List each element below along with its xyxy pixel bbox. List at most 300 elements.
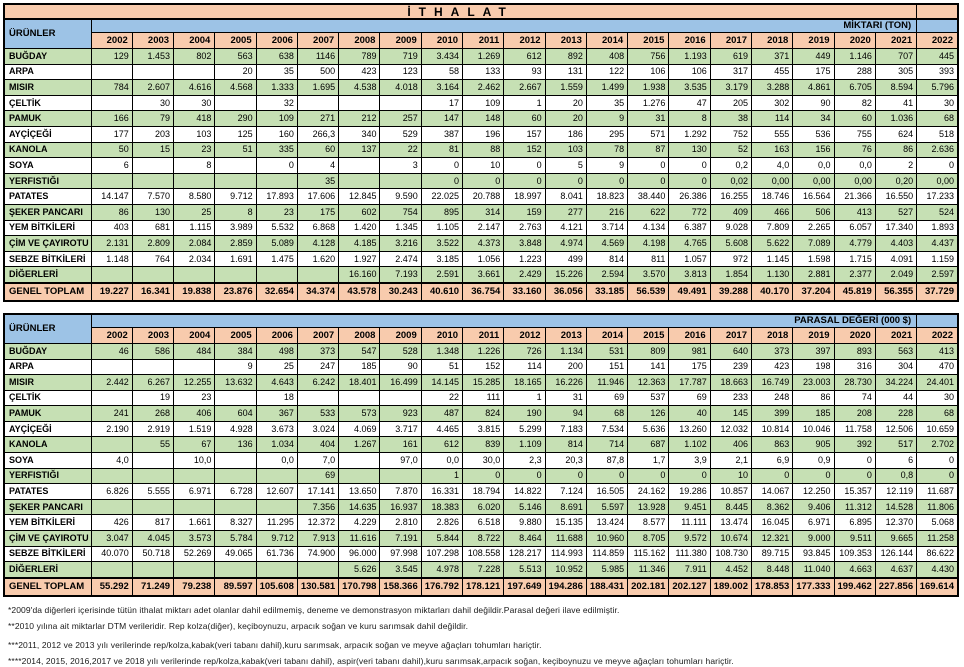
year-header: 2019 bbox=[793, 33, 834, 49]
value-cell: 288 bbox=[834, 64, 875, 80]
table-row bbox=[4, 406, 958, 422]
value-cell: 24.401 bbox=[917, 375, 958, 391]
value-cell: 69 bbox=[297, 468, 338, 484]
value-cell bbox=[297, 390, 338, 406]
value-cell: 18.997 bbox=[504, 189, 545, 205]
value-cell: 9.712 bbox=[256, 531, 297, 547]
value-cell: 17.141 bbox=[297, 484, 338, 500]
value-cell: 87 bbox=[628, 142, 669, 158]
value-cell: 133 bbox=[463, 64, 504, 80]
grand-total-value-cell: 169.614 bbox=[917, 578, 958, 596]
table-row bbox=[4, 546, 958, 562]
value-cell: 20 bbox=[545, 111, 586, 127]
value-cell bbox=[132, 468, 173, 484]
value-cell: 4.045 bbox=[132, 531, 173, 547]
value-cell: 4.229 bbox=[339, 515, 380, 531]
value-cell: 1.269 bbox=[463, 49, 504, 65]
year-header: 2009 bbox=[380, 327, 421, 343]
table-row bbox=[4, 359, 958, 375]
value-cell: 11.040 bbox=[793, 562, 834, 578]
grand-total-value-cell: 105.608 bbox=[256, 578, 297, 596]
value-cell bbox=[174, 499, 215, 515]
value-cell: 34 bbox=[793, 111, 834, 127]
value-cell: 130 bbox=[669, 142, 710, 158]
value-cell: 1.691 bbox=[215, 251, 256, 267]
value-cell: 1 bbox=[421, 468, 462, 484]
value-cell bbox=[215, 158, 256, 174]
value-cell: 145 bbox=[710, 406, 751, 422]
value-cell: 5 bbox=[545, 158, 586, 174]
value-cell: 4.437 bbox=[917, 236, 958, 252]
value-cell: 4.091 bbox=[875, 251, 916, 267]
value-cell: 8.705 bbox=[628, 531, 669, 547]
value-cell: 2.265 bbox=[793, 220, 834, 236]
value-cell: 1 bbox=[504, 95, 545, 111]
value-cell: 8.041 bbox=[545, 189, 586, 205]
value-cell: 40 bbox=[669, 406, 710, 422]
value-cell: 1.348 bbox=[421, 343, 462, 359]
table-row bbox=[4, 204, 958, 220]
value-cell bbox=[215, 562, 256, 578]
value-cell: 87,8 bbox=[586, 453, 627, 469]
grand-total-value-cell: 23.876 bbox=[215, 283, 256, 301]
value-cell: 10.814 bbox=[752, 421, 793, 437]
value-cell: 839 bbox=[463, 437, 504, 453]
value-cell: 404 bbox=[297, 437, 338, 453]
page-title: İTHALAT bbox=[4, 4, 917, 19]
grand-total-value-cell: 71.249 bbox=[132, 578, 173, 596]
value-cell: 4.121 bbox=[545, 220, 586, 236]
grand-total-label: GENEL TOPLAM bbox=[4, 578, 91, 596]
value-cell: 571 bbox=[628, 126, 669, 142]
value-cell: 392 bbox=[834, 437, 875, 453]
value-cell: 26.386 bbox=[669, 189, 710, 205]
value-cell bbox=[215, 468, 256, 484]
value-cell bbox=[91, 359, 132, 375]
value-cell: 151 bbox=[586, 359, 627, 375]
value-cell: 0,00 bbox=[917, 173, 958, 189]
value-cell: 20 bbox=[545, 95, 586, 111]
footnote-3: ***2011, 2012 ve 2013 yılı verilerinde rep/kolza,kabak(veri tabanı dahil),kuru sarımsak, arpacık soğan ve meyve ağaçları tohumları hariçtir. bbox=[8, 640, 542, 651]
value-cell: 5.146 bbox=[504, 499, 545, 515]
value-cell: 4.974 bbox=[545, 236, 586, 252]
value-cell: 12.321 bbox=[752, 531, 793, 547]
value-cell: 4.616 bbox=[174, 80, 215, 96]
value-cell: 212 bbox=[339, 111, 380, 127]
value-cell bbox=[339, 95, 380, 111]
value-cell: 555 bbox=[752, 126, 793, 142]
year-header: 2007 bbox=[297, 327, 338, 343]
value-cell bbox=[91, 267, 132, 283]
value-cell: 0,0 bbox=[793, 158, 834, 174]
value-cell: 2.190 bbox=[91, 421, 132, 437]
value-cell: 2.919 bbox=[132, 421, 173, 437]
grand-total-value-cell: 202.181 bbox=[628, 578, 669, 596]
value-cell: 14.147 bbox=[91, 189, 132, 205]
value-cell: 11.806 bbox=[917, 499, 958, 515]
value-cell: 0 bbox=[793, 468, 834, 484]
table-row bbox=[4, 267, 958, 283]
value-cell: 25 bbox=[174, 204, 215, 220]
value-cell: 25 bbox=[256, 359, 297, 375]
grand-total-value-cell: 56.355 bbox=[875, 283, 916, 301]
value-cell: 7.356 bbox=[297, 499, 338, 515]
value-table bbox=[3, 313, 959, 597]
value-cell: 125 bbox=[215, 126, 256, 142]
value-cell: 1.927 bbox=[339, 251, 380, 267]
value-cell: 18.383 bbox=[421, 499, 462, 515]
value-cell: 8.577 bbox=[628, 515, 669, 531]
value-cell: 622 bbox=[628, 204, 669, 220]
grand-total-value-cell: 45.819 bbox=[834, 283, 875, 301]
value-cell: 387 bbox=[421, 126, 462, 142]
table-row bbox=[4, 437, 958, 453]
value-cell: 205 bbox=[710, 95, 751, 111]
table-row bbox=[4, 126, 958, 142]
value-cell bbox=[256, 267, 297, 283]
value-cell: 9.028 bbox=[710, 220, 751, 236]
value-cell: 3.216 bbox=[380, 236, 421, 252]
products-column-header: ÜRÜNLER bbox=[4, 19, 91, 49]
value-cell: 106 bbox=[669, 64, 710, 80]
grand-total-value-cell: 227.856 bbox=[875, 578, 916, 596]
value-cell: 4 bbox=[297, 158, 338, 174]
year-header: 2012 bbox=[504, 33, 545, 49]
value-cell: 14.635 bbox=[339, 499, 380, 515]
value-cell: 114 bbox=[504, 359, 545, 375]
value-cell: 373 bbox=[752, 343, 793, 359]
value-cell: 529 bbox=[380, 126, 421, 142]
value-cell: 18.165 bbox=[504, 375, 545, 391]
product-name-cell: ÇELTİK bbox=[4, 390, 91, 406]
products-column-header: ÜRÜNLER bbox=[4, 314, 91, 344]
value-cell: 23 bbox=[256, 204, 297, 220]
value-cell: 152 bbox=[463, 359, 504, 375]
value-cell: 1.134 bbox=[545, 343, 586, 359]
value-cell: 8.362 bbox=[752, 499, 793, 515]
value-cell: 3.024 bbox=[297, 421, 338, 437]
value-cell: 0,2 bbox=[710, 158, 751, 174]
unit-spacer-cell bbox=[917, 19, 958, 33]
value-cell: 11.687 bbox=[917, 484, 958, 500]
value-cell: 23 bbox=[174, 142, 215, 158]
value-cell: 824 bbox=[463, 406, 504, 422]
value-cell: 21.366 bbox=[834, 189, 875, 205]
year-header: 2022 bbox=[917, 327, 958, 343]
value-cell: 0,00 bbox=[793, 173, 834, 189]
value-cell: 4.637 bbox=[875, 562, 916, 578]
value-cell: 96.000 bbox=[339, 546, 380, 562]
value-cell: 7.570 bbox=[132, 189, 173, 205]
value-cell: 498 bbox=[256, 343, 297, 359]
value-cell: 9.590 bbox=[380, 189, 421, 205]
value-cell bbox=[215, 173, 256, 189]
value-cell: 51 bbox=[421, 359, 462, 375]
value-cell: 3.434 bbox=[421, 49, 462, 65]
value-cell: 4.018 bbox=[380, 80, 421, 96]
value-cell: 7.193 bbox=[380, 267, 421, 283]
value-cell: 10.659 bbox=[917, 421, 958, 437]
value-cell bbox=[132, 359, 173, 375]
value-cell: 2.594 bbox=[586, 267, 627, 283]
product-name-cell: PATATES bbox=[4, 189, 91, 205]
value-cell: 972 bbox=[710, 251, 751, 267]
grand-total-value-cell: 40.610 bbox=[421, 283, 462, 301]
value-cell bbox=[380, 173, 421, 189]
grand-total-value-cell: 197.649 bbox=[504, 578, 545, 596]
value-cell: 11.111 bbox=[669, 515, 710, 531]
value-cell bbox=[380, 95, 421, 111]
value-cell: 418 bbox=[174, 111, 215, 127]
value-cell: 517 bbox=[875, 437, 916, 453]
value-cell: 111.380 bbox=[669, 546, 710, 562]
value-cell: 30,0 bbox=[463, 453, 504, 469]
value-cell: 6.242 bbox=[297, 375, 338, 391]
value-cell: 23.003 bbox=[793, 375, 834, 391]
value-cell: 6.895 bbox=[834, 515, 875, 531]
value-cell: 6.518 bbox=[463, 515, 504, 531]
value-cell: 524 bbox=[917, 204, 958, 220]
value-cell: 754 bbox=[380, 204, 421, 220]
value-cell: 136 bbox=[215, 437, 256, 453]
value-cell: 2.881 bbox=[793, 267, 834, 283]
product-name-cell: DİĞERLERİ bbox=[4, 267, 91, 283]
value-cell: 6 bbox=[91, 158, 132, 174]
value-cell: 5.608 bbox=[710, 236, 751, 252]
value-cell: 152 bbox=[504, 142, 545, 158]
value-cell: 130 bbox=[132, 204, 173, 220]
value-cell: 9 bbox=[586, 158, 627, 174]
value-cell: 923 bbox=[380, 406, 421, 422]
value-cell: 5.636 bbox=[628, 421, 669, 437]
value-cell: 403 bbox=[91, 220, 132, 236]
value-cell: 3,9 bbox=[669, 453, 710, 469]
product-name-cell: SOYA bbox=[4, 453, 91, 469]
grand-total-value-cell: 36.056 bbox=[545, 283, 586, 301]
product-name-cell: ARPA bbox=[4, 359, 91, 375]
year-header: 2022 bbox=[917, 33, 958, 49]
value-cell: 3.989 bbox=[215, 220, 256, 236]
value-cell: 15.226 bbox=[545, 267, 586, 283]
table-row bbox=[4, 453, 958, 469]
value-cell: 3.573 bbox=[174, 531, 215, 547]
value-cell: 271 bbox=[297, 111, 338, 127]
page bbox=[0, 3, 964, 667]
table-row bbox=[4, 158, 958, 174]
value-cell: 371 bbox=[752, 49, 793, 65]
year-header-row bbox=[4, 327, 958, 343]
year-header: 2018 bbox=[752, 33, 793, 49]
unit-spacer-cell bbox=[917, 314, 958, 328]
value-cell: 1.036 bbox=[875, 111, 916, 127]
value-cell: 484 bbox=[174, 343, 215, 359]
value-cell: 177 bbox=[91, 126, 132, 142]
value-cell: 166 bbox=[91, 111, 132, 127]
value-cell: 3.570 bbox=[628, 267, 669, 283]
value-cell: 18 bbox=[256, 390, 297, 406]
grand-total-value-cell: 30.243 bbox=[380, 283, 421, 301]
value-cell bbox=[91, 499, 132, 515]
value-cell: 8.464 bbox=[504, 531, 545, 547]
year-header: 2007 bbox=[297, 33, 338, 49]
table-row bbox=[4, 142, 958, 158]
grand-total-value-cell: 39.288 bbox=[710, 283, 751, 301]
value-cell: 9.406 bbox=[793, 499, 834, 515]
product-name-cell: DİĞERLERİ bbox=[4, 562, 91, 578]
value-cell: 34.224 bbox=[875, 375, 916, 391]
value-cell: 12.032 bbox=[710, 421, 751, 437]
value-cell: 52 bbox=[710, 142, 751, 158]
value-cell: 8 bbox=[669, 111, 710, 127]
value-cell: 638 bbox=[256, 49, 297, 65]
value-cell: 94 bbox=[545, 406, 586, 422]
value-cell: 2.591 bbox=[421, 267, 462, 283]
value-cell: 5.532 bbox=[256, 220, 297, 236]
value-cell bbox=[215, 499, 256, 515]
value-cell: 0 bbox=[628, 468, 669, 484]
grand-total-value-cell: 79.238 bbox=[174, 578, 215, 596]
value-cell: 148 bbox=[463, 111, 504, 127]
value-cell: 18.401 bbox=[339, 375, 380, 391]
value-cell: 7.913 bbox=[297, 531, 338, 547]
value-cell: 304 bbox=[875, 359, 916, 375]
value-cell: 9.572 bbox=[669, 531, 710, 547]
value-cell: 2.763 bbox=[504, 220, 545, 236]
value-cell: 203 bbox=[132, 126, 173, 142]
value-cell: 0 bbox=[463, 468, 504, 484]
value-cell: 3.545 bbox=[380, 562, 421, 578]
value-cell: 893 bbox=[834, 343, 875, 359]
value-cell: 586 bbox=[132, 343, 173, 359]
table-row bbox=[4, 49, 958, 65]
value-cell: 604 bbox=[215, 406, 256, 422]
value-cell bbox=[91, 437, 132, 453]
value-cell: 0 bbox=[917, 453, 958, 469]
footnote-1: *2009'da diğerleri içerisinde tütün ithalat miktarı adet olanlar dahil edilmemiş, deneme ve demonstrasyon miktarları dahil değildir.Parasal değeri ilave edilmiştir. bbox=[8, 604, 620, 615]
value-cell: 68 bbox=[917, 111, 958, 127]
value-cell: 7,0 bbox=[297, 453, 338, 469]
value-cell: 8.722 bbox=[463, 531, 504, 547]
value-cell: 506 bbox=[793, 204, 834, 220]
product-name-cell: SEBZE BİTKİLERİ bbox=[4, 251, 91, 267]
value-cell: 15 bbox=[132, 142, 173, 158]
value-cell: 423 bbox=[752, 359, 793, 375]
year-header: 2016 bbox=[669, 327, 710, 343]
value-cell: 0 bbox=[504, 468, 545, 484]
product-name-cell: ŞEKER PANCARI bbox=[4, 499, 91, 515]
value-cell: 126 bbox=[628, 406, 669, 422]
value-cell: 60 bbox=[297, 142, 338, 158]
value-cell: 46 bbox=[91, 343, 132, 359]
value-cell: 16.550 bbox=[875, 189, 916, 205]
grand-total-value-cell: 33.185 bbox=[586, 283, 627, 301]
value-cell: 406 bbox=[710, 437, 751, 453]
value-cell: 466 bbox=[752, 204, 793, 220]
value-cell: 10.960 bbox=[586, 531, 627, 547]
value-cell: 752 bbox=[710, 126, 751, 142]
table-row bbox=[4, 531, 958, 547]
product-name-cell: BUĞDAY bbox=[4, 343, 91, 359]
value-cell: 16.226 bbox=[545, 375, 586, 391]
value-cell: 186 bbox=[545, 126, 586, 142]
grand-total-value-cell: 199.462 bbox=[834, 578, 875, 596]
year-header: 2004 bbox=[174, 327, 215, 343]
value-cell: 4.663 bbox=[834, 562, 875, 578]
value-cell: 399 bbox=[752, 406, 793, 422]
grand-total-value-cell: 178.121 bbox=[463, 578, 504, 596]
value-cell: 9.712 bbox=[215, 189, 256, 205]
value-cell: 1146 bbox=[297, 49, 338, 65]
value-cell: 93 bbox=[504, 64, 545, 80]
table-row bbox=[4, 484, 958, 500]
grand-total-value-cell: 16.341 bbox=[132, 283, 173, 301]
value-cell: 12.119 bbox=[875, 484, 916, 500]
value-cell: 0 bbox=[628, 158, 669, 174]
value-cell: 58 bbox=[421, 64, 462, 80]
value-cell: 3.848 bbox=[504, 236, 545, 252]
value-cell: 44 bbox=[875, 390, 916, 406]
value-cell: 2 bbox=[875, 158, 916, 174]
year-header: 2011 bbox=[463, 33, 504, 49]
value-cell: 0,0 bbox=[834, 158, 875, 174]
value-cell: 1.854 bbox=[710, 267, 751, 283]
value-cell: 1.499 bbox=[586, 80, 627, 96]
value-cell: 266,3 bbox=[297, 126, 338, 142]
year-header: 2017 bbox=[710, 327, 751, 343]
value-cell: 9.665 bbox=[875, 531, 916, 547]
value-cell: 4,0 bbox=[91, 453, 132, 469]
value-cell: 4.538 bbox=[339, 80, 380, 96]
value-cell: 802 bbox=[174, 49, 215, 65]
value-cell: 16.255 bbox=[710, 189, 751, 205]
value-cell: 8.594 bbox=[875, 80, 916, 96]
value-cell: 16.564 bbox=[793, 189, 834, 205]
value-cell: 156 bbox=[793, 142, 834, 158]
value-cell: 2.034 bbox=[174, 251, 215, 267]
value-cell: 563 bbox=[215, 49, 256, 65]
value-cell: 4.861 bbox=[793, 80, 834, 96]
value-cell: 1.056 bbox=[463, 251, 504, 267]
value-cell: 340 bbox=[339, 126, 380, 142]
value-cell: 547 bbox=[339, 343, 380, 359]
value-cell bbox=[174, 562, 215, 578]
value-cell: 1.102 bbox=[669, 437, 710, 453]
value-cell: 719 bbox=[380, 49, 421, 65]
value-cell: 31 bbox=[628, 111, 669, 127]
year-header: 2017 bbox=[710, 33, 751, 49]
value-cell: 2.474 bbox=[380, 251, 421, 267]
value-cell: 4.069 bbox=[339, 421, 380, 437]
value-cell: 15.357 bbox=[834, 484, 875, 500]
value-cell: 316 bbox=[834, 359, 875, 375]
value-cell: 5.796 bbox=[917, 80, 958, 96]
product-name-cell: KANOLA bbox=[4, 437, 91, 453]
value-cell: 6.705 bbox=[834, 80, 875, 96]
year-header: 2008 bbox=[339, 33, 380, 49]
value-cell: 423 bbox=[339, 64, 380, 80]
value-cell bbox=[174, 64, 215, 80]
value-cell bbox=[132, 453, 173, 469]
value-cell: 10 bbox=[710, 468, 751, 484]
value-cell: 1.193 bbox=[669, 49, 710, 65]
value-cell: 60 bbox=[504, 111, 545, 127]
product-name-cell: MISIR bbox=[4, 375, 91, 391]
value-cell: 714 bbox=[586, 437, 627, 453]
value-cell: 233 bbox=[710, 390, 751, 406]
value-cell: 528 bbox=[380, 343, 421, 359]
value-cell: 455 bbox=[752, 64, 793, 80]
year-header: 2009 bbox=[380, 33, 421, 49]
